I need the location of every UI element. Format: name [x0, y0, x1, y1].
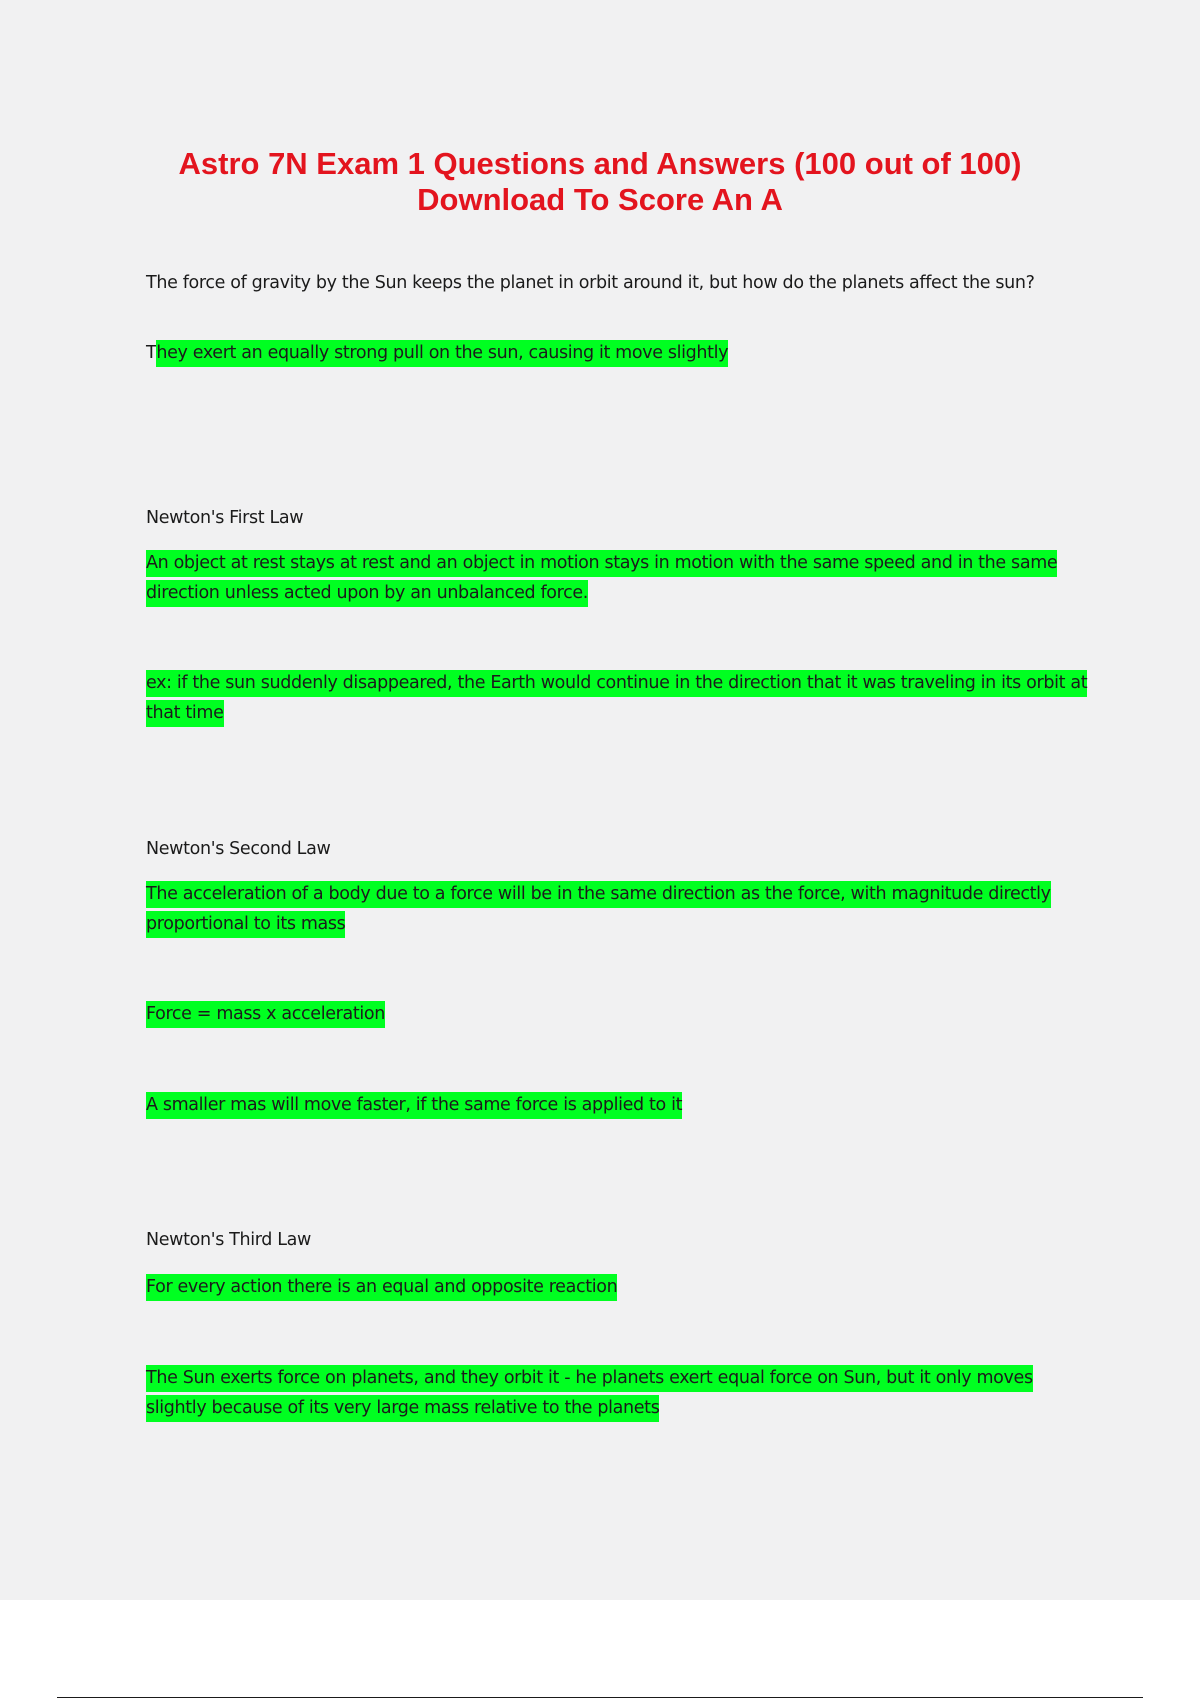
highlighted-answer: hey exert an equally strong pull on the sun, causing it move slightly: [156, 340, 728, 367]
answer-third-law-definition: [146, 1272, 1096, 1302]
document-title-line-1: Astro 7N Exam 1 Questions and Answers (100 out of 100): [178, 146, 1022, 181]
answer-first-law-example: [146, 668, 1096, 728]
heading-newtons-third-law: Newton's Third Law: [146, 1230, 312, 1250]
answer-gravity: [146, 338, 1096, 368]
answer-first-law-definition: [146, 548, 1096, 608]
question-gravity: The force of gravity by the Sun keeps the planet in orbit around it, but how do the planets affect the sun?: [146, 273, 1035, 293]
document-title-line-2: Download To Score An A: [417, 182, 783, 217]
answer-second-law-definition: [146, 879, 1096, 939]
highlighted-answer: The Sun exerts force on planets, and they orbit it - he planets exert equal force on Sun, but it only moves slightly because of its very large mass relative to the planets: [146, 1365, 1033, 1422]
highlighted-answer: A smaller mas will move faster, if the same force is applied to it: [146, 1092, 682, 1119]
highlighted-answer: Force = mass x acceleration: [146, 1001, 385, 1028]
answer-first-letter: T: [146, 343, 157, 363]
heading-newtons-first-law: Newton's First Law: [146, 508, 304, 528]
highlighted-answer: For every action there is an equal and opposite reaction: [146, 1274, 617, 1301]
highlighted-answer: An object at rest stays at rest and an object in motion stays in motion with the same speed and in the same direction unless acted upon by an unbalanced force.: [146, 550, 1057, 607]
highlighted-answer: The acceleration of a body due to a force will be in the same direction as the force, with magnitude directly proportional to its mass: [146, 881, 1051, 938]
footer-divider: [57, 1697, 1143, 1698]
highlighted-answer: ex: if the sun suddenly disappeared, the Earth would continue in the direction that it was traveling in its orbit at that time: [146, 670, 1087, 727]
heading-newtons-second-law: Newton's Second Law: [146, 839, 331, 859]
answer-second-law-formula: [146, 999, 1096, 1029]
answer-second-law-example: [146, 1090, 1096, 1120]
answer-third-law-example: [146, 1363, 1096, 1423]
